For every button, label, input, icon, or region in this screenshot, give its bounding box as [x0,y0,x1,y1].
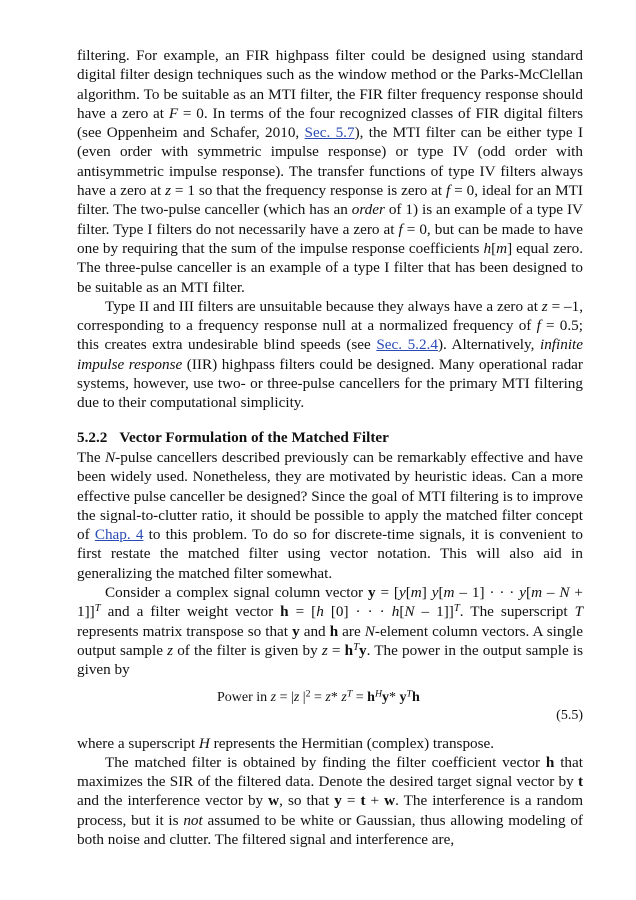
paragraph-fir-mti: filtering. For example, an FIR highpass filter could be designed using standard digital filter design techniques such as the window method or the Parks-McClellan algorithm. To be suitable as an MTI filter, the FIR filter frequency response should have a zero at F = 0. In terms of the four recognized classes of FIR digital filters (see Oppenheim and Schafer, 2010, Sec. 5.7), the MTI filter can be either type I (even order with symmetric impulse response) or type IV (odd order with antisymmetric impulse response). The transfer functions of type IV filters always have a zero at z = 1 so that the frequency response is zero at f = 0, ideal for an MTI filter. The two-pulse canceller (which has an order of 1) is an example of a type IV filter. Type I filters do not necessarily have a zero at f = 0, but can be made to have one by requiring that the sum of the impulse response coefficients h[m] equal zero. The three-pulse canceller is an example of a type I filter that has been designed to be suitable as an MTI filter. [77,47,583,296]
link-sec-5-7[interactable]: Sec. 5.7 [304,124,355,142]
paragraph-hermitian: where a superscript H represents the Hermitian (complex) transpose. [77,734,495,752]
equation-number: (5.5) [556,707,583,723]
page-content [77,46,583,849]
link-chap-4[interactable]: Chap. 4 [94,526,144,544]
equation-expression: Power in z = |z $|^2 = z*$ $z^T = h^Hy*$ $y^Th$ [217,688,420,705]
section-heading [77,428,583,447]
paragraph-signal-vector: Consider a complex signal column vector y = [y[m] y[m – 1] · · · y[m – N + 1]]$^T$ and a filter weight vector h = [h [0] · · · h[N – 1]]$^T$. The superscript T represents matrix transpose so that y and h are N-element column vectors. A single output sample z of the filter is given by $z = h^Ty$. The power in the output sample is given by [77,584,584,679]
section-title: Vector Formulation of the Matched Filter [119,428,389,446]
paragraph-n-pulse: The N-pulse cancellers described previously can be remarkably effective and have been widely used. Nonetheless, they are motivated by heuristic ideas. Can a more effective pulse canceller be designed? Since the goal of MTI filtering is to improve the signal-to-clutter ratio, it should be possible to apply the matched filter concept of Chap. 4 to this problem. To do so for discrete-time signals, it is convenient to first restate the matched filter using vector notation. This will also aid in generalizing the matched filter somewhat. [77,448,584,582]
equation-5-5 [77,686,583,726]
link-sec-5-2-4[interactable]: Sec. 5.2.4 [376,336,438,354]
paragraph-type-ii-iii: Type II and III filters are unsuitable because they always have a zero at z = –1, corresponding to a frequency response null at a normalized frequency of f = 0.5; this creates extra undesirable blind speeds (see Sec. 5.2.4). Alternatively, infinite impulse response (IIR) highpass filters could be designed. Many operational radar systems, however, use two- or three-pulse cancellers for the primary MTI filtering due to their computational simplicity. [77,297,583,412]
paragraph-matched-filter: The matched filter is obtained by finding the filter coefficient vector h that maximizes the SIR of the filtered data. Denote the desired target signal vector by t and the interference vector by w, so that y = t + w. The interference is a random process, but it is not assumed to be white or Gaussian, thus allowing modeling of both noise and clutter. The filtered signal and interference are, [77,753,584,848]
section-number: 5.2.2 [77,428,108,446]
